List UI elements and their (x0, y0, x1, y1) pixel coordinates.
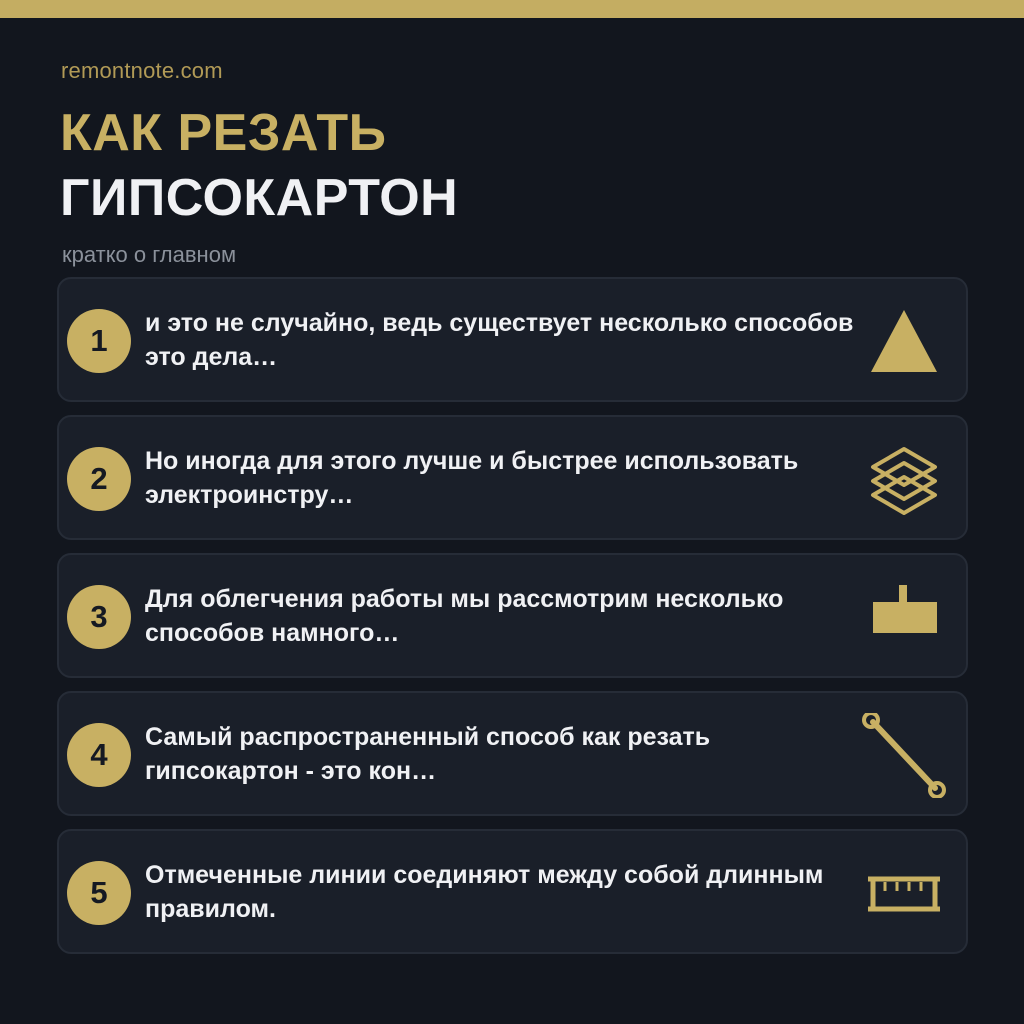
wrench-icon (859, 713, 949, 798)
ruler-icon (859, 851, 949, 936)
item-text: Самый распространенный способ как резать гипсокартон - это кон… (145, 723, 711, 785)
item-number-badge: 2 (67, 447, 131, 511)
site-name: remontnote.com (61, 58, 223, 83)
list-item (57, 277, 968, 402)
list-item (57, 415, 968, 540)
item-text: Но иногда для этого лучше и быстрее использовать электроинстру… (145, 447, 799, 509)
item-text: и это не случайно, ведь существует несколько способов это дела… (145, 309, 854, 371)
list-item (57, 691, 968, 816)
top-accent-bar (0, 0, 1024, 18)
block-icon (859, 575, 949, 660)
triangle-icon (859, 299, 949, 384)
item-number-badge: 3 (67, 585, 131, 649)
list-item (57, 829, 968, 954)
title-line-1: КАК РЕЗАТЬ (60, 104, 387, 162)
item-text: Для облегчения работы мы рассмотрим несколько способов намного… (145, 585, 784, 647)
subtitle: кратко о главном (62, 242, 237, 267)
item-number-badge: 5 (67, 861, 131, 925)
item-number-badge: 4 (67, 723, 131, 787)
item-number-badge: 1 (67, 309, 131, 373)
title-line-2: ГИПСОКАРТОН (60, 169, 459, 227)
layers-icon (859, 437, 949, 522)
list-item (57, 553, 968, 678)
item-text: Отмеченные линии соединяют между собой длинным правилом. (145, 861, 824, 923)
